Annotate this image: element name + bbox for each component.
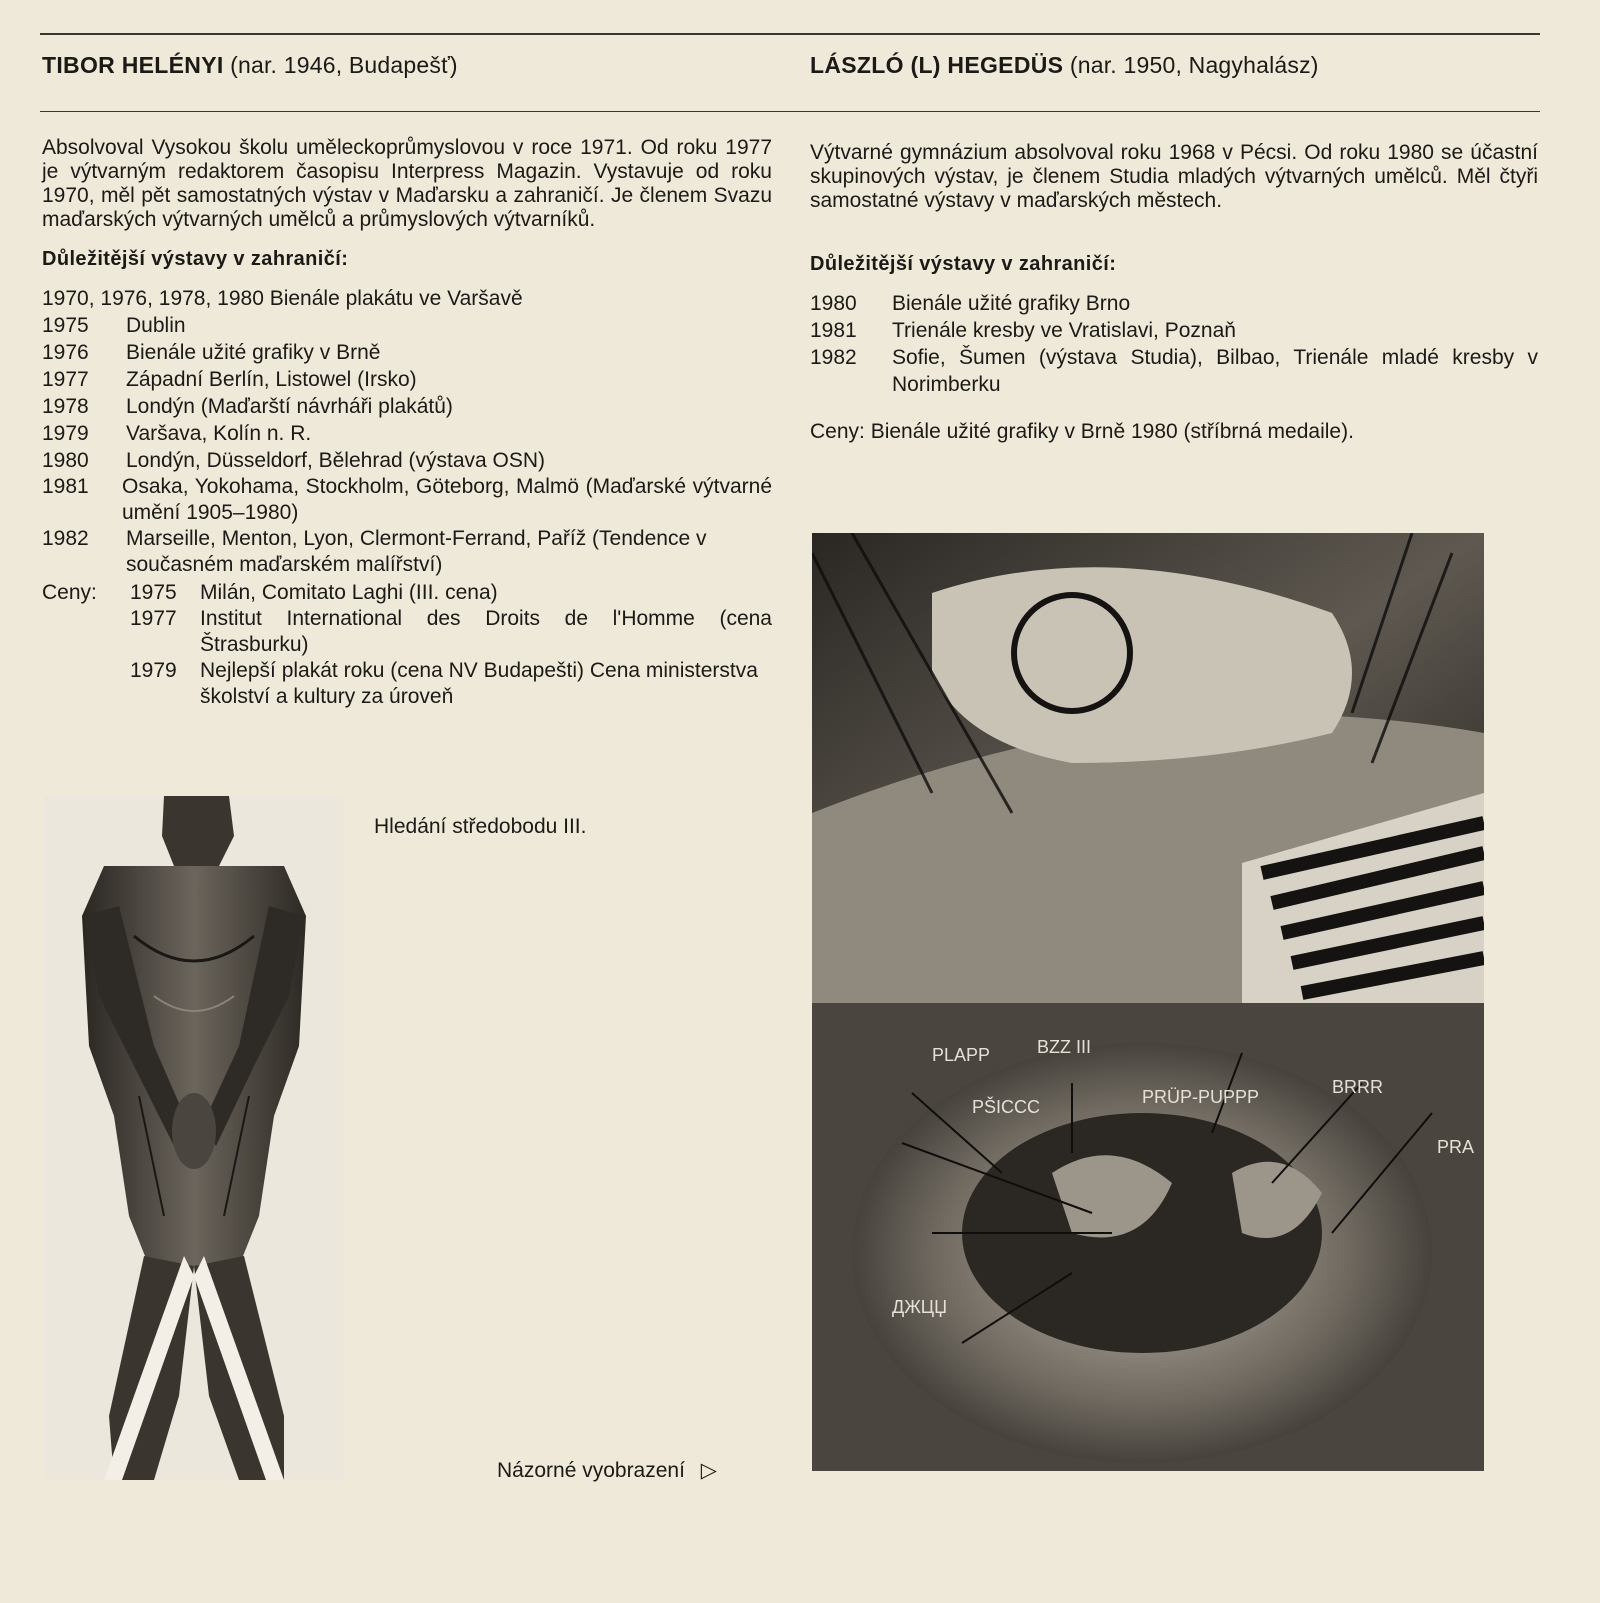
bottom-caption — [497, 1458, 717, 1483]
right-column — [810, 52, 1540, 79]
figure-artwork-image — [44, 796, 344, 1480]
list-item: 1977 Západní Berlín, Listowel (Irsko) — [42, 368, 417, 391]
left-column — [42, 52, 772, 79]
list-item: 1980 Londýn, Düsseldorf, Bělehrad (výstava OSN) — [42, 449, 546, 472]
right-exhibitions-list — [810, 290, 1538, 398]
right-body — [810, 141, 1538, 444]
collage-photo-svg — [812, 533, 1484, 1471]
photo-label: BZZ III — [1037, 1037, 1091, 1057]
artwork-caption: Hledání středobodu III. — [374, 815, 587, 838]
left-body — [42, 136, 772, 710]
list-item: 1975 Dublin — [42, 314, 186, 337]
right-artist-birth: (nar. 1950, Nagyhalász) — [1069, 52, 1319, 78]
left-artist-birth: (nar. 1946, Budapešť) — [230, 52, 458, 78]
left-exhibitions-first: 1970, 1976, 1978, 1980 Bienále plakátu ve Varšavě — [42, 287, 523, 310]
bottom-caption-text: Názorné vyobrazení — [497, 1459, 685, 1482]
photo-label: ДЖЦЏ — [892, 1297, 948, 1317]
collage-photo — [812, 533, 1484, 1471]
list-item: 1978 Londýn (Maďarští návrháři plakátů) — [42, 395, 453, 418]
right-artist-name: LÁSZLÓ (L) HEGEDÜS — [810, 52, 1064, 78]
list-item: 1982 Sofie, Šumen (výstava Studia), Bilbao, Trienále mladé kresby v Norimberku — [810, 346, 1538, 396]
left-prizes-label: Ceny: — [42, 581, 97, 604]
left-exhibitions-list — [42, 285, 772, 578]
left-artist-heading — [42, 52, 772, 79]
right-exhibitions-heading: Důležitější výstavy v zahraničí: — [810, 253, 1117, 275]
photo-label: PŠICCC — [972, 1097, 1041, 1117]
list-item: 1979 Varšava, Kolín n. R. — [42, 422, 312, 445]
right-prizes: Ceny: Bienále užité grafiky v Brně 1980 (stříbrná medaile). — [810, 420, 1354, 443]
list-item: 1981 Osaka, Yokohama, Stockholm, Göteborg, Malmö (Maďarské výtvarné umění 1905–1980) — [42, 475, 772, 524]
list-item: 1976 Bienále užité grafiky v Brně — [42, 341, 381, 364]
top-rule — [40, 33, 1540, 35]
photo-label: PRA — [1437, 1137, 1475, 1157]
list-item: 1980 Bienále užité grafiky Brno — [810, 292, 1131, 315]
photo-label: PRÜP-PUPPP — [1142, 1087, 1260, 1107]
figure-artwork-svg — [44, 796, 344, 1480]
right-bio: Výtvarné gymnázium absolvoval roku 1968 v Pécsi. Od roku 1980 se účastní skupinových výstav, je členem Studia mladých výtvarných umělců. Měl čtyři samostatné výstavy v maďarských městech. — [810, 141, 1538, 212]
photo-label: BRRR — [1332, 1077, 1384, 1097]
list-item: 1982 Marseille, Menton, Lyon, Clermont-Ferrand, Paříž (Tendence v současném maďarském malířství) — [42, 527, 707, 576]
left-prizes: Ceny: 1975 Milán, Comitato Laghi (III. cena) 1977 Institut International des Droits de l'Homme (cena Štrasburku) 1979 Nejlepší plakát roku (cena NV Budapešti) Cena ministerstva školství a kultury za úroveň — [42, 581, 772, 708]
left-exhibitions-heading: Důležitější výstavy v zahraničí: — [42, 248, 349, 270]
right-artist-heading — [810, 52, 1540, 79]
left-bio: Absolvoval Vysokou školu uměleckoprůmyslovou v roce 1971. Od roku 1977 je výtvarným redaktorem časopisu Interpress Magazin. Vystavuje od roku 1970, měl pět samostatných výstav v Maďarsku a zahraničí. Je členem Svazu maďarských výtvarných umělců a průmyslových výtvarníků. — [42, 136, 772, 231]
photo-label: PLAPP — [932, 1045, 991, 1065]
play-arrow-icon: ▷ — [700, 1459, 717, 1482]
header-rule — [40, 111, 1540, 112]
left-artist-name: TIBOR HELÉNYI — [42, 52, 224, 78]
list-item: 1981 Trienále kresby ve Vratislavi, Poznaň — [810, 319, 1236, 342]
